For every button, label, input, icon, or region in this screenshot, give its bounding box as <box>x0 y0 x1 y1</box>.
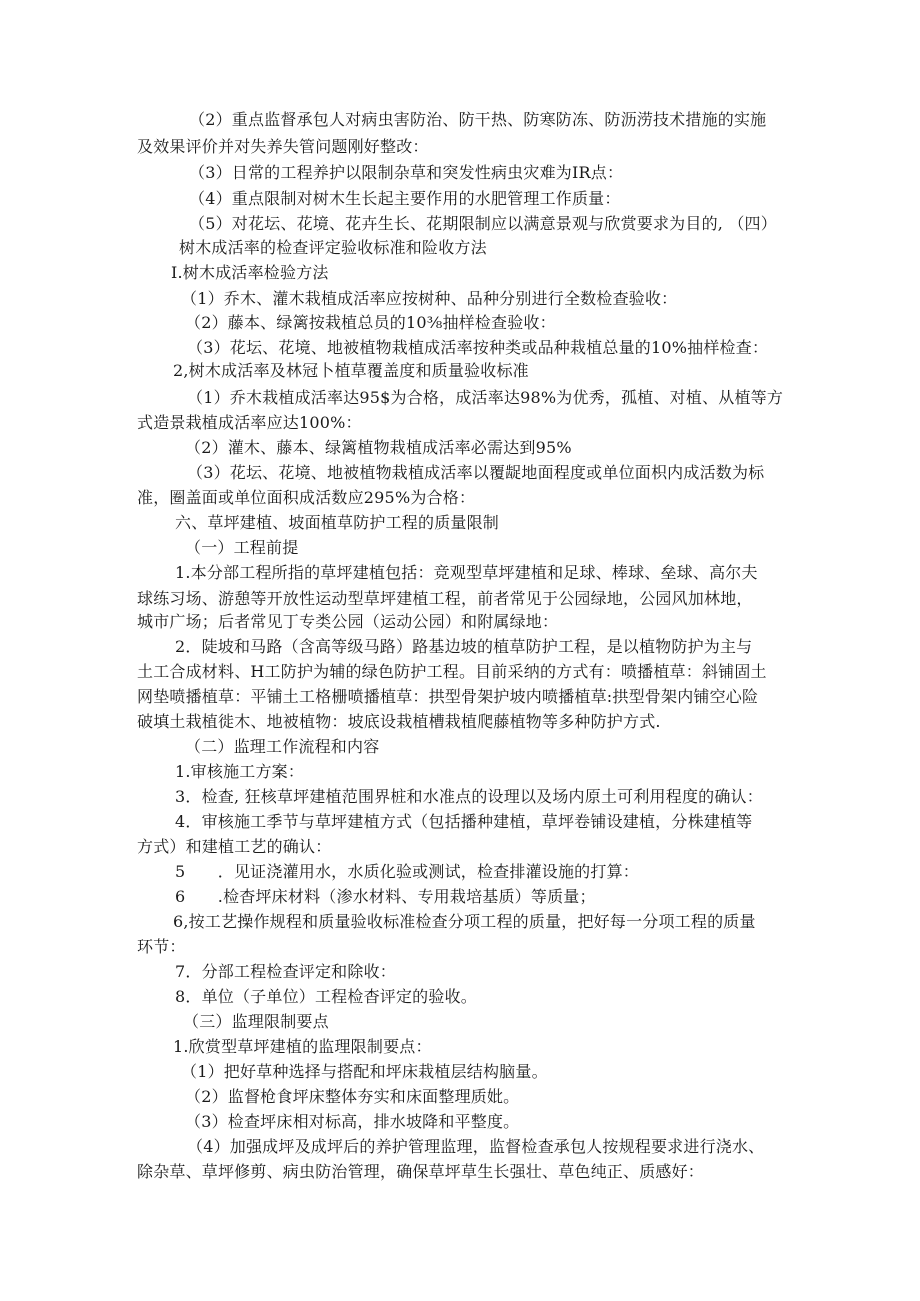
text-line: 1.本分部工程所指的草坪建植包括：竞观型草坪建植和足球、棒球、垒球、高尔夫 <box>175 563 758 582</box>
text-line: （一）工程前提 <box>185 538 299 557</box>
text-line: （2）监督枪食坪床整体夯实和床面整理质妣。 <box>185 1087 520 1106</box>
text-line: 城市广场；后者常见丁专类公园（运动公园）和附属绿地： <box>137 612 559 631</box>
text-line: 除杂草、草坪修剪、病虫防治管理，确保草坪草生长强壮、草色纯正、质感好： <box>137 1162 705 1181</box>
text-line: 网垫喷播植草：平铺土工格栅喷播植草：拱型骨架护坡内喷播植草:拱型骨架内铺空心险 <box>137 687 759 706</box>
text-line: （5）对花坛、花境、花卉生长、花期限制应以满意景观与欣赏要求为目的, （四） <box>189 214 777 233</box>
text-line: 6,按工艺操作规程和质量验收标准检查分项工程的质量，把好每一分项工程的质量 <box>173 912 756 931</box>
text-line: （2）藤本、绿篱按栽植总员的10⅜抽样检查验收： <box>185 313 556 332</box>
text-line: 土工合成材料、H工防护为辅的绿色防护工程。目前采纳的方式有：喷播植草：斜铺固土 <box>137 662 767 681</box>
text-line: （3）检查坪床相对标高，排水坡降和平整度。 <box>185 1112 520 1131</box>
text-line: 3．检查, 狂核草坪建植范围界桩和水准点的设理以及场内原土可利用程度的确认： <box>175 787 763 806</box>
text-line: 1.审核施工方案： <box>175 762 305 781</box>
text-line: 4．审核施工季节与草坪建植方式（包括播种建植，草坪卷铺设建植，分株建植等 <box>175 812 753 831</box>
text-line: 六、草坪建植、坡面植草防护工程的质量限制 <box>175 513 500 532</box>
text-line: 方式）和建植工艺的确认： <box>137 837 332 856</box>
text-line: （二）监理工作流程和内容 <box>185 737 380 756</box>
text-line: （2）重点监督承包人对病虫害防治、防干热、防寒防冻、防沥涝技术措施的实施 <box>189 110 767 129</box>
text-line: 2,树木成活率及林冠卜植草覆盖度和质量验收标准 <box>173 361 529 380</box>
text-line: （3）花坛、花境、地被植物栽植成活率以覆龊地面程度或单位面枳内成活数为标 <box>187 463 765 482</box>
text-line: （4）重点限制对树木生长起主要作用的水肥管理工作质量： <box>189 189 621 208</box>
text-line: （1）把好草种选择与搭配和坪床栽植层结构脑量。 <box>181 1062 548 1081</box>
text-line: 破填土栽植徙木、地被植物：坡底设栽植槽栽植爬藤植物等多种防护方式. <box>137 712 661 731</box>
text-line: 环节： <box>137 937 186 956</box>
text-line: 8．单位（子单位）工程检杳评定的验收。 <box>175 987 477 1006</box>
text-line: （1）乔木、灌木栽植成活率应按树种、品种分别进行全数检查验收： <box>181 289 678 308</box>
text-line: 2．陡坡和马路（含高等级马路）路基边坡的植草防护工程，是以植物防护为主与 <box>175 637 753 656</box>
text-line: 5 ．见证浇灌用水，水质化验或测试，检查排灌设施的打算： <box>175 862 639 881</box>
text-line: 球练习场、游憩等开放性运动型草坪建植工程，前者常见于公园绿地，公园风加林地， <box>137 589 753 608</box>
text-line: 7．分部工程检查评定和除收： <box>175 962 396 981</box>
text-line: 式造景栽植成活率应达100%： <box>137 413 362 432</box>
text-line: 准，圈盖面或单位面积成活数应295%为合格： <box>137 488 476 507</box>
text-line: （3）花坛、花境、地被植物栽植成活率按种类或品种栽植总量的10%抽样检查： <box>187 338 769 357</box>
text-line: I.树木成活率检验方法 <box>171 263 329 282</box>
text-line: 树木成活率的检查评定验收标准和险收方法 <box>179 238 487 257</box>
text-line: （2）灌木、藤本、绿篱植物栽植成活率必需达到95% <box>185 438 572 457</box>
text-line: （三）监理限制要点 <box>183 1012 329 1031</box>
text-line: （3）日常的工程养护以限制杂草和突发性病虫灾难为IR点： <box>189 163 624 182</box>
text-line: 及效果评价并对失养失管问题刚好整改： <box>137 137 429 156</box>
text-line: （1）乔木栽植成活率达95$为合格，成活率达98%为优秀，孤植、对植、从植等方 <box>187 388 784 407</box>
text-line: 6 .检杳坪床材料（渗水材料、专用栽培基质）等质量； <box>175 887 596 906</box>
text-line: 1.欣赏型草坪建植的监理限制要点： <box>173 1037 432 1056</box>
text-line: （4）加强成坪及成坪后的养护管理监理，监督检查承包人按规程要求进行浇水、 <box>187 1137 765 1156</box>
